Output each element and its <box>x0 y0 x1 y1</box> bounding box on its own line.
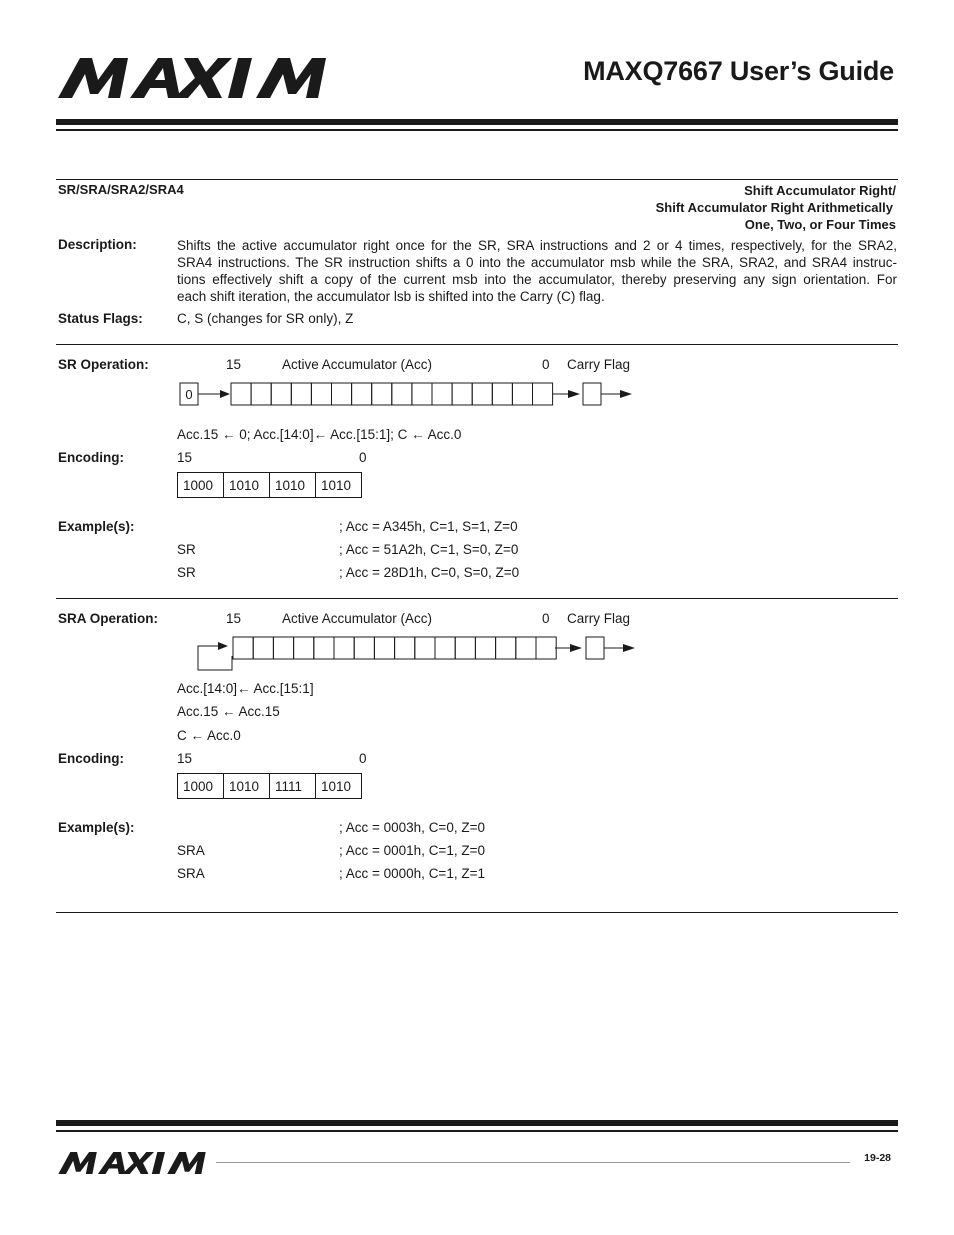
encoding-nibble: 1010 <box>315 773 362 799</box>
example-comment: ; Acc = 51A2h, C=1, S=0, Z=0 <box>339 542 519 557</box>
sra-carry-out-arrowhead <box>623 644 635 652</box>
encoding-nibble: 1000 <box>177 472 224 498</box>
sr-bit-high-label: 15 <box>226 357 242 372</box>
description-label: Description: <box>58 237 137 252</box>
sr-encoding-high-bit: 15 <box>177 450 193 465</box>
maxim-footer-logo <box>58 1152 206 1174</box>
sra-feedback-arrowhead <box>218 642 228 650</box>
instruction-title-line: One, Two, or Four Times <box>744 217 896 232</box>
instruction-title <box>656 182 896 233</box>
sra-operation-line: Acc.15 ← Acc.15 <box>177 704 280 719</box>
accumulator-bit-cell <box>311 383 331 405</box>
footer-thick-rule <box>56 1120 898 1126</box>
sr-carry-flag-label: Carry Flag <box>567 357 631 372</box>
accumulator-bit-cell <box>415 637 435 659</box>
sra-bit-low-label: 0 <box>542 611 550 626</box>
accumulator-bit-cell <box>516 637 536 659</box>
sr-bit-low-label: 0 <box>542 357 550 372</box>
accumulator-bit-cell <box>496 637 516 659</box>
header-thick-rule <box>56 119 898 125</box>
accumulator-bit-cell <box>372 383 392 405</box>
sr-input-arrowhead <box>220 390 230 398</box>
description-text <box>177 237 897 305</box>
encoding-nibble: 1000 <box>177 773 224 799</box>
sr-shift-diagram <box>170 376 650 416</box>
encoding-nibble: 1010 <box>269 472 316 498</box>
example-comment: ; Acc = A345h, C=1, S=1, Z=0 <box>339 519 518 534</box>
maxim-logo <box>58 58 326 98</box>
accumulator-bit-cell <box>314 637 334 659</box>
encoding-nibble: 1010 <box>223 773 270 799</box>
accumulator-bit-cell <box>435 637 455 659</box>
sra-carry-arrowhead <box>570 644 582 652</box>
accumulator-bit-cell <box>533 383 553 405</box>
instruction-title-line: Shift Accumulator Right/ <box>744 183 896 198</box>
sra-carry-flag-label: Carry Flag <box>567 611 631 626</box>
status-flags-value: C, S (changes for SR only), Z <box>177 311 354 326</box>
accumulator-bit-cell <box>273 637 293 659</box>
instruction-name: SR/SRA/SRA2/SRA4 <box>58 182 184 197</box>
sr-encoding-table <box>177 472 361 498</box>
accumulator-bit-cell <box>294 637 314 659</box>
accumulator-bit-cell <box>536 637 556 659</box>
accumulator-bit-cell <box>251 383 271 405</box>
accumulator-bit-cell <box>452 383 472 405</box>
example-comment: ; Acc = 0001h, C=1, Z=0 <box>339 843 485 858</box>
description-line: SRA4 instructions. The SR instruction shifts a 0 into the accumulator msb while the SRA, SRA2, and SRA4 instruc- <box>177 255 897 270</box>
sra-encoding-table <box>177 773 361 799</box>
sr-operation-line: Acc.15 ← 0; Acc.[14:0]← Acc.[15:1]; C ← Acc.0 <box>177 427 462 442</box>
example-instruction: SR <box>177 565 196 580</box>
accumulator-bit-cell <box>374 637 394 659</box>
accumulator-bit-cell <box>231 383 251 405</box>
sr-carry-out-arrowhead <box>620 390 632 398</box>
encoding-nibble: 1010 <box>223 472 270 498</box>
accumulator-bit-cell <box>395 637 415 659</box>
accumulator-bit-cell <box>492 383 512 405</box>
description-line: tions effectively shift a copy of the current msb into the accumulator, thereby preserving any sign orientation. For <box>177 272 897 287</box>
instruction-title-line: Shift Accumulator Right Arithmetically <box>655 200 893 215</box>
accumulator-bit-cell <box>512 383 532 405</box>
sra-accumulator-register <box>233 637 556 659</box>
accumulator-bit-cell <box>412 383 432 405</box>
sra-encoding-high-bit: 15 <box>177 751 193 766</box>
sra-encoding-label: Encoding: <box>58 751 124 766</box>
footer-thin-rule <box>56 1130 898 1132</box>
accumulator-bit-cell <box>352 383 372 405</box>
sr-accumulator-register <box>231 383 553 405</box>
accumulator-bit-cell <box>472 383 492 405</box>
sr-encoding-low-bit: 0 <box>359 450 367 465</box>
page-number: 19-28 <box>864 1152 891 1164</box>
sra-operation-label: SRA Operation: <box>58 611 159 626</box>
sra-operation-line: C ← Acc.0 <box>177 728 241 743</box>
encoding-nibble: 1010 <box>315 472 362 498</box>
accumulator-bit-cell <box>291 383 311 405</box>
sra-shift-diagram <box>170 630 650 676</box>
sr-operation-label: SR Operation: <box>58 357 149 372</box>
sra-operation-line: Acc.[14:0]← Acc.[15:1] <box>177 681 314 696</box>
accumulator-bit-cell <box>432 383 452 405</box>
sr-accumulator-label: Active Accumulator (Acc) <box>282 357 433 372</box>
accumulator-bit-cell <box>332 383 352 405</box>
section-bottom-rule <box>56 912 898 913</box>
accumulator-bit-cell <box>455 637 475 659</box>
accumulator-bit-cell <box>354 637 374 659</box>
sra-encoding-low-bit: 0 <box>359 751 367 766</box>
header-thin-rule <box>56 129 898 131</box>
footer-line <box>216 1162 850 1163</box>
sr-encoding-label: Encoding: <box>58 450 124 465</box>
section-top-rule <box>56 179 898 180</box>
document-title: MAXQ7667 User’s Guide <box>583 56 894 86</box>
accumulator-bit-cell <box>233 637 253 659</box>
sr-carry-flag-box <box>583 383 601 405</box>
description-line: each shift iteration, the accumulator lsb is shifted into the Carry (C) flag. <box>177 289 605 304</box>
accumulator-bit-cell <box>475 637 495 659</box>
sra-carry-flag-box <box>586 637 604 659</box>
section-divider <box>56 598 898 599</box>
example-instruction: SRA <box>177 843 205 858</box>
sra-msb-feedback-line <box>198 646 232 670</box>
status-flags-label: Status Flags: <box>58 311 143 326</box>
sr-carry-arrowhead <box>568 390 580 398</box>
example-instruction: SRA <box>177 866 205 881</box>
sr-shift-in-value: 0 <box>185 387 193 402</box>
accumulator-bit-cell <box>271 383 291 405</box>
description-line: Shifts the active accumulator right once for the SR, SRA instructions and 2 or 4 times, respectively, for the SRA2, <box>177 238 897 253</box>
sr-examples-label: Example(s): <box>58 519 135 534</box>
accumulator-bit-cell <box>334 637 354 659</box>
example-comment: ; Acc = 28D1h, C=0, S=0, Z=0 <box>339 565 520 580</box>
sra-bit-high-label: 15 <box>226 611 242 626</box>
example-instruction: SR <box>177 542 196 557</box>
encoding-nibble: 1111 <box>269 773 316 799</box>
sra-examples-label: Example(s): <box>58 820 135 835</box>
example-comment: ; Acc = 0000h, C=1, Z=1 <box>339 866 485 881</box>
accumulator-bit-cell <box>392 383 412 405</box>
example-comment: ; Acc = 0003h, C=0, Z=0 <box>339 820 485 835</box>
sra-accumulator-label: Active Accumulator (Acc) <box>282 611 433 626</box>
section-divider <box>56 344 898 345</box>
accumulator-bit-cell <box>253 637 273 659</box>
